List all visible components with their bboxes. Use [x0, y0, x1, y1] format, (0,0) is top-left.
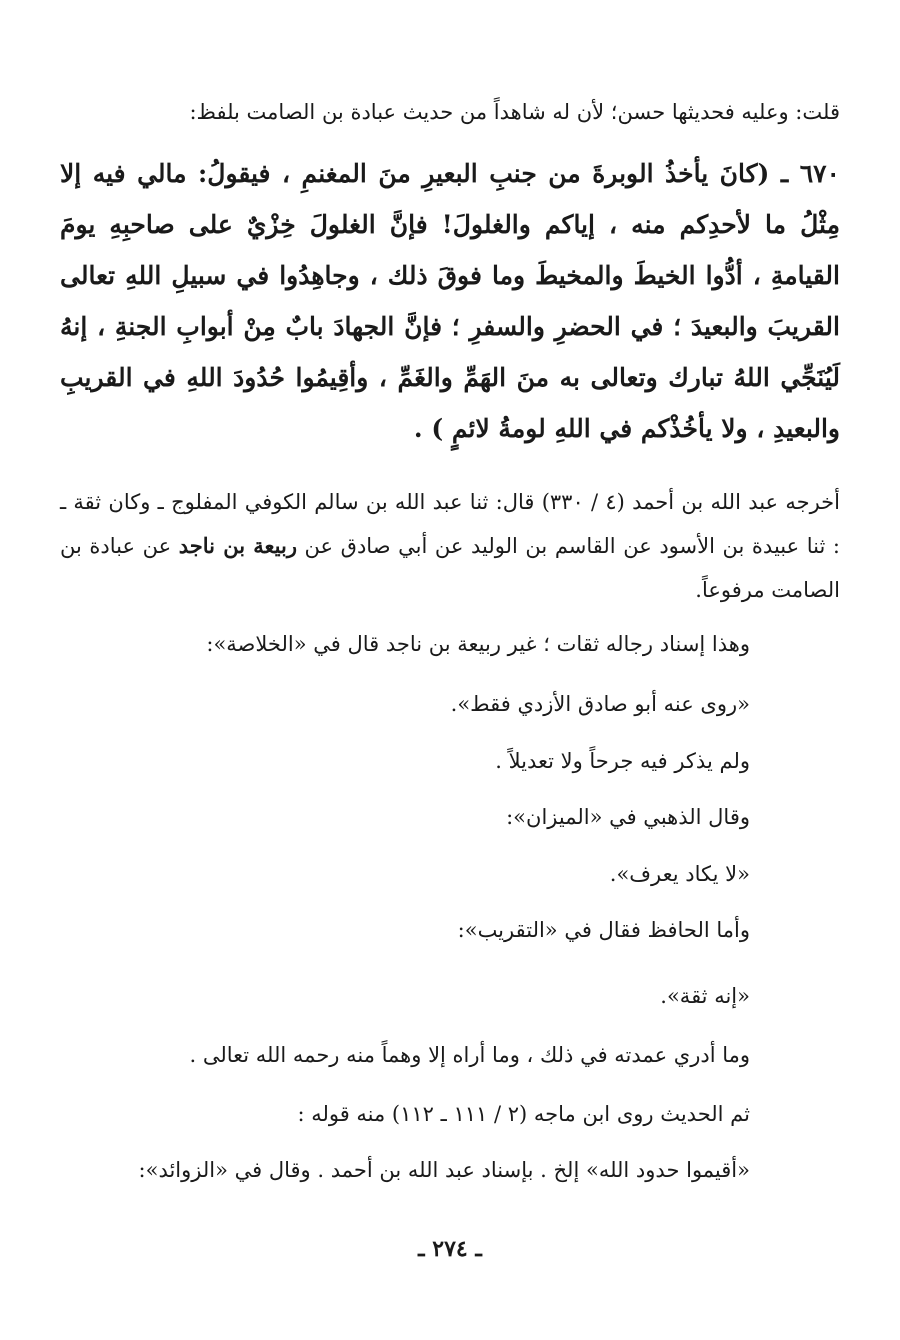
intro-paragraph: قلت: وعليه فحديثها حسن؛ لأن له شاهداً من حديث عبادة بن الصامت بلفظ: [189, 100, 840, 124]
text-line: «روى عنه أبو صادق الأزدي فقط». [450, 692, 750, 716]
hadith-text: ٦٧٠ ـ (كانَ يأخذُ الوبرةَ من جنبِ البعيرِ منَ المغنمِ ، فيقولُ: مالي فيه إلا مِثْلُ ما لأحدِكم منه ، إياكم والغلولَ! فإنَّ الغلولَ خِزْيٌ على صاحبِهِ يومَ القيامةِ ، أدُّوا الخيطَ والمخيطَ وما فوقَ ذلك ، وجاهِدُوا في سبيلِ اللهِ تعالى القريبَ والبعيدَ ؛ في الحضرِ والسفرِ ؛ فإنَّ الجهادَ بابٌ مِنْ أبوابِ الجنةِ ، إنهُ لَيُنَجِّي اللهُ تبارك وتعالى به منَ الهَمِّ والغَمِّ ، وأقِيمُوا حُدُودَ اللهِ في القريبِ والبعيدِ ، ولا يأخُذْكم في اللهِ لومةُ لائمٍ ) . [60, 159, 840, 443]
text-line: ثم الحديث روى ابن ماجه (٢ / ١١١ ـ ١١٢) منه قوله : [297, 1102, 750, 1126]
takhrij-paragraph [60, 480, 840, 612]
text-line: وما أدري عمدته في ذلك ، وما أراه إلا وهماً منه رحمه الله تعالى . [189, 1043, 750, 1067]
text-line: ولم يذكر فيه جرحاً ولا تعديلاً . [495, 749, 750, 773]
takhrij-rest: عن عبادة بن الصامت مرفوعاً. [60, 534, 840, 602]
text-line: «إنه ثقة». [660, 984, 750, 1008]
text-line: وقال الذهبي في «الميزان»: [506, 805, 750, 829]
text-line: «أقيموا حدود الله» إلخ . بإسناد عبد الله بن أحمد . وقال في «الزوائد»: [138, 1158, 750, 1182]
page-number: ـ ٢٧٤ ـ [418, 1236, 482, 1262]
takhrij-text: أخرجه عبد الله بن أحمد (٤ / ٣٣٠) قال: ثنا عبد الله بن سالم الكوفي المفلوج ـ وكان ثقة ـ : ثنا عبيدة بن الأسود عن القاسم بن الوليد عن أبي صادق عن [60, 490, 840, 558]
text-line: وأما الحافظ فقال في «التقريب»: [457, 918, 750, 942]
text-line: وهذا إسناد رجاله ثقات ؛ غير ربيعة بن ناجد قال في «الخلاصة»: [206, 632, 750, 656]
narrator-name: ربيعة بن ناجد [178, 533, 297, 558]
text-line: «لا يكاد يعرف». [609, 862, 750, 886]
